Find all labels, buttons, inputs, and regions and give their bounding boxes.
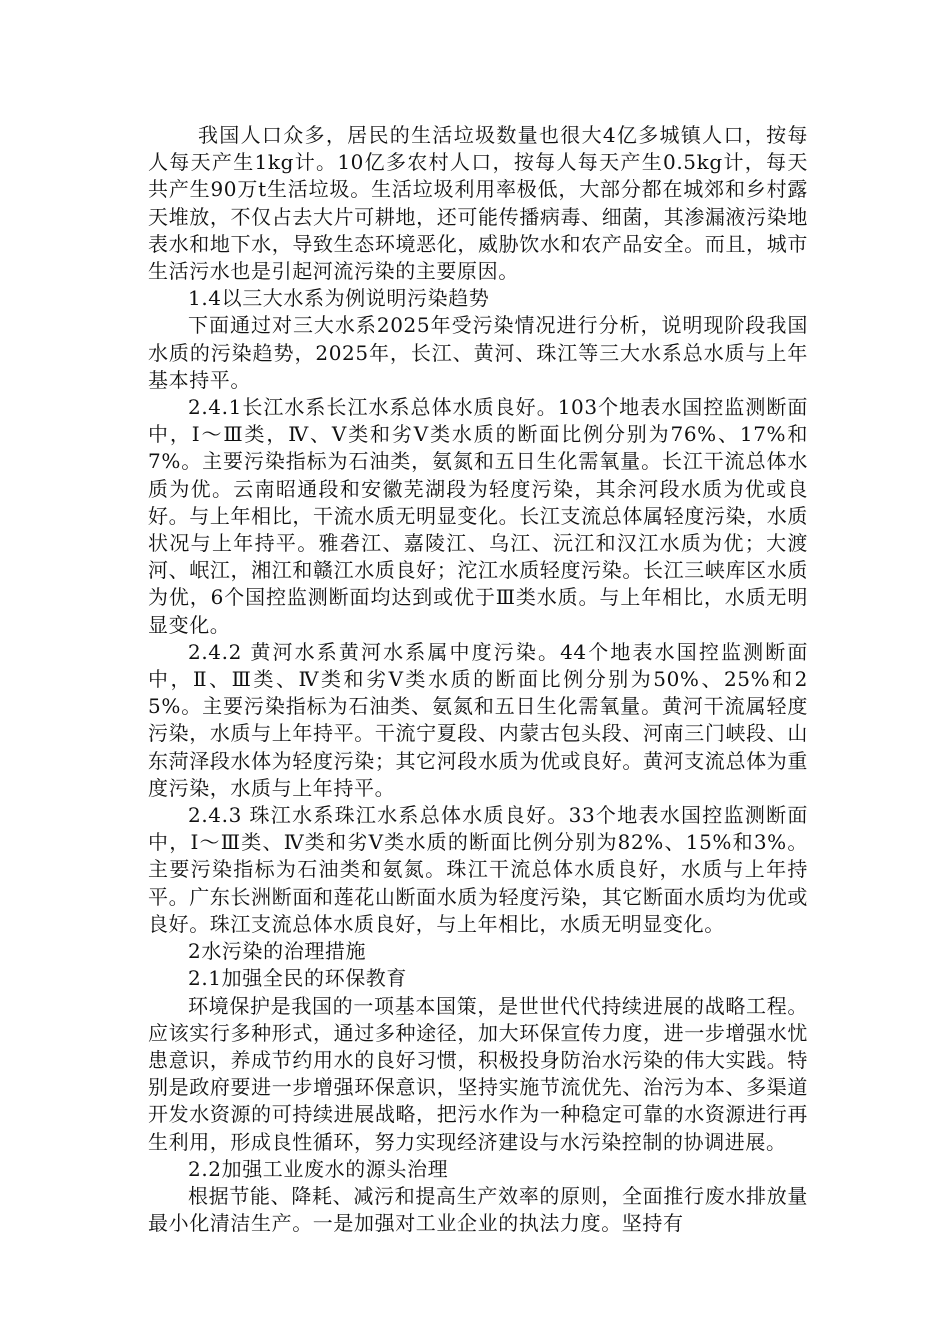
paragraph-three-rivers-intro: 下面通过对三大水系2025年受污染情况进行分析，说明现阶段我国水质的污染趋势，2025年，长江、黄河、珠江等三大水系总水质与上年基本持平。 (148, 313, 808, 392)
paragraph-industrial-wastewater: 根据节能、降耗、减污和提高生产效率的原则，全面推行废水排放量最小化清洁生产。一是加强对工业企业的执法力度。坚持有 (148, 1183, 808, 1236)
section-heading-2-2: 2.2加强工业废水的源头治理 (188, 1156, 449, 1181)
section-heading-1-4: 1.4以三大水系为例说明污染趋势 (188, 286, 490, 311)
paragraph-environmental-education: 环境保护是我国的一项基本国策，是世世代代持续进展的战略工程。应该实行多种形式，通过多种途径，加大环保宣传力度，进一步增强水忧患意识，养成节约用水的良好习惯，积极投身防治水污染的伟大实践。特别是政府要进一步增强环保意识，坚持实施节流优先、治污为本、多渠道开发水资源的可持续进展战略，把污水作为一种稳定可靠的水资源进行再生利用，形成良性循环，努力实现经济建设与水污染控制的协调进展。 (148, 993, 808, 1154)
section-heading-2: 2水污染的治理措施 (188, 939, 367, 964)
document-page (148, 122, 808, 1237)
paragraph-domestic-waste: 我国人口众多，居民的生活垃圾数量也很大4亿多城镇人口，按每人每天产生1kg计。10亿多农村人口，按每人每天产生0.5kg计，每天共产生90万t生活垃圾。生活垃圾利用率极低，大部分都在城郊和乡村露天堆放，不仅占去大片可耕地，还可能传播病毒、细菌，其渗漏液污染地表水和地下水，导致生态环境恶化，威胁饮水和农产品安全。而且，城市生活污水也是引起河流污染的主要原因。 (148, 123, 808, 284)
section-heading-2-1: 2.1加强全民的环保教育 (188, 966, 408, 991)
paragraph-yellow-river: 2.4.2 黄河水系黄河水系属中度污染。44个地表水国控监测断面中，Ⅱ、Ⅲ类、Ⅳ类和劣Ⅴ类水质的断面比例分别为50%、25%和25%。主要污染指标为石油类、氨氮和五日生化需氧量。黄河干流属轻度污染，水质与上年持平。干流宁夏段、内蒙古包头段、河南三门峡段、山东菏泽段水体为轻度污染；其它河段水质为优或良好。黄河支流总体为重度污染，水质与上年持平。 (148, 639, 808, 800)
paragraph-yangtze-river: 2.4.1长江水系长江水系总体水质良好。103个地表水国控监测断面中，Ⅰ～Ⅲ类，Ⅳ、Ⅴ类和劣Ⅴ类水质的断面比例分别为76%、17%和7%。主要污染指标为石油类，氨氮和五日生化需氧量。长江干流总体水质为优。云南昭通段和安徽芜湖段为轻度污染，其余河段水质为优或良好。与上年相比，干流水质无明显变化。长江支流总体属轻度污染，水质状况与上年持平。雅砻江、嘉陵江、乌江、沅江和汉江水质为优；大渡河、岷江，湘江和赣江水质良好；沱江水质轻度污染。长江三峡库区水质为优，6个国控监测断面均达到或优于Ⅲ类水质。与上年相比，水质无明显变化。 (148, 395, 808, 637)
paragraph-pearl-river: 2.4.3 珠江水系珠江水系总体水质良好。33个地表水国控监测断面中，Ⅰ～Ⅲ类、Ⅳ类和劣Ⅴ类水质的断面比例分别为82%、15%和3%。主要污染指标为石油类和氨氮。珠江干流总体水质良好，水质与上年持平。广东长洲断面和莲花山断面水质为轻度污染，其它断面水质均为优或良好。珠江支流总体水质良好，与上年相比，水质无明显变化。 (148, 803, 808, 936)
